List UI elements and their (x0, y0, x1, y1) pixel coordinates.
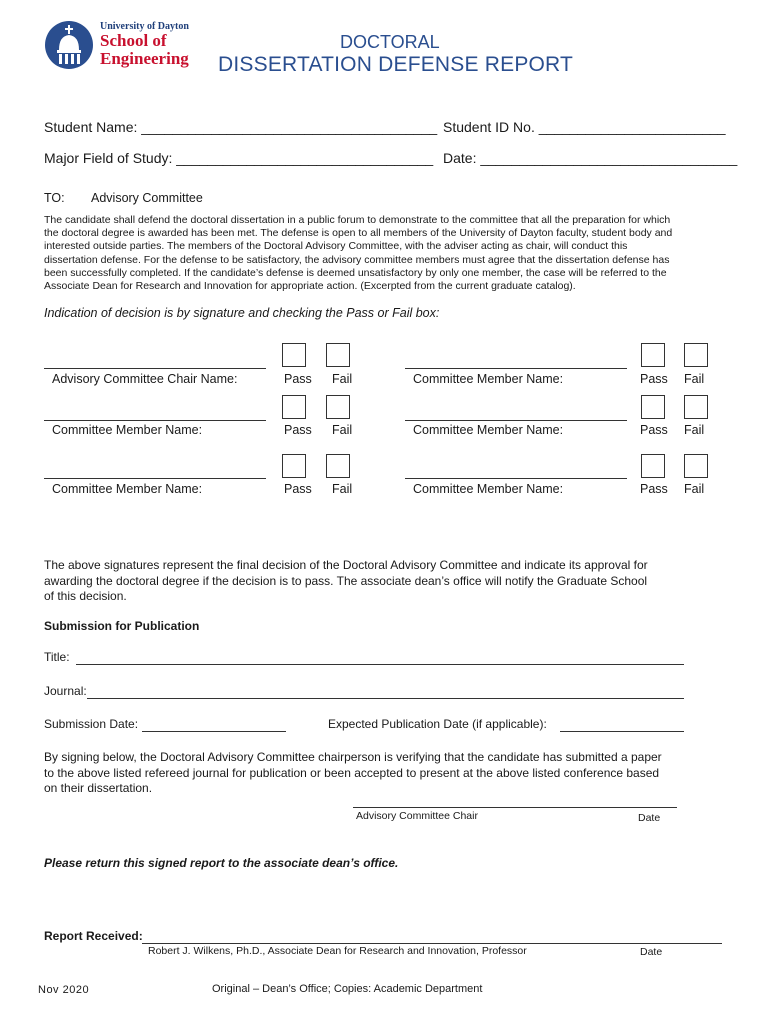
logo-university-text: University of Dayton (100, 21, 189, 32)
submission-heading: Submission for Publication (44, 619, 200, 633)
intro-paragraph (44, 214, 734, 293)
signature-line[interactable] (405, 478, 627, 479)
chair-signature-label: Advisory Committee Chair (356, 810, 478, 822)
title-label: Title: (44, 650, 70, 664)
submission-date-label: Submission Date: (44, 717, 139, 731)
fail-label: Fail (332, 423, 353, 437)
signer-label: Committee Member Name: (413, 482, 564, 496)
signature-line[interactable] (44, 420, 266, 421)
pass-checkbox[interactable] (282, 343, 306, 367)
title-input[interactable] (76, 664, 684, 665)
major-field[interactable]: Major Field of Study: _________________________________ (44, 150, 434, 166)
approval-line: awarding the doctoral degree if the decision is to pass. The associate dean’s office will notify the Graduate School (44, 573, 648, 588)
fail-label: Fail (684, 482, 705, 496)
fail-checkbox[interactable] (684, 343, 708, 367)
signer-label: Advisory Committee Chair Name: (52, 372, 238, 386)
approval-line: of this decision. (44, 589, 127, 603)
pass-checkbox[interactable] (282, 454, 306, 478)
footer-distribution: Original – Dean’s Office; Copies: Academic Department (212, 983, 483, 995)
report-received-date-label: Date (640, 946, 663, 958)
footer-version: Nov 2020 (38, 984, 90, 996)
signature-line[interactable] (44, 368, 266, 369)
expected-date-label: Expected Publication Date (if applicable): (328, 717, 547, 731)
logo-school-text: School of (100, 31, 167, 50)
report-received-label: Report Received: (44, 929, 143, 943)
report-received-signature-line[interactable] (142, 943, 722, 944)
signer-label: Committee Member Name: (413, 423, 564, 437)
indication-text: Indication of decision is by signature and checking the Pass or Fail box: (44, 306, 440, 320)
pass-label: Pass (640, 372, 668, 386)
page-title: DISSERTATION DEFENSE REPORT (218, 53, 574, 76)
chair-date-label: Date (638, 812, 661, 824)
expected-date-input[interactable] (560, 731, 684, 732)
signature-line[interactable] (405, 368, 627, 369)
intro-line: the doctoral degree is awarded has been met. The defense is open to all members of the University of Dayton faculty, student body and (44, 227, 673, 240)
pass-checkbox[interactable] (641, 395, 665, 419)
signer-label: Committee Member Name: (52, 482, 203, 496)
fail-checkbox[interactable] (326, 454, 350, 478)
university-logo (44, 18, 194, 74)
chair-paragraph (44, 750, 734, 797)
fail-checkbox[interactable] (684, 454, 708, 478)
to-value: Advisory Committee (91, 191, 203, 205)
fail-label: Fail (332, 482, 353, 496)
student-name-field[interactable]: Student Name: ______________________________________ (44, 119, 438, 135)
approval-line: The above signatures represent the final decision of the Doctoral Advisory Committee and indicate its approval for (44, 558, 648, 572)
journal-label: Journal: (44, 684, 87, 698)
associate-dean-name: Robert J. Wilkens, Ph.D., Associate Dean for Research and Innovation, Professor (148, 945, 527, 957)
return-note: Please return this signed report to the associate dean’s office. (44, 856, 399, 870)
pass-checkbox[interactable] (641, 343, 665, 367)
journal-input[interactable] (87, 698, 684, 699)
chair-signature-line[interactable] (353, 807, 677, 808)
chapel-dome-icon (44, 20, 94, 70)
pass-label: Pass (640, 423, 668, 437)
pass-checkbox[interactable] (641, 454, 665, 478)
intro-line: The candidate shall defend the doctoral dissertation in a public forum to demonstrate to the committee that all the preparation for which (44, 214, 671, 226)
pass-checkbox[interactable] (282, 395, 306, 419)
date-field[interactable]: Date: _________________________________ (443, 150, 738, 166)
pass-label: Pass (640, 482, 668, 496)
student-id-field[interactable]: Student ID No. ________________________ (443, 119, 726, 135)
fail-label: Fail (684, 423, 705, 437)
signer-label: Committee Member Name: (52, 423, 203, 437)
fail-checkbox[interactable] (326, 395, 350, 419)
fail-label: Fail (332, 372, 353, 386)
signer-label: Committee Member Name: (413, 372, 564, 386)
signature-line[interactable] (405, 420, 627, 421)
logo-engineering-text: Engineering (100, 49, 189, 68)
pass-label: Pass (284, 482, 312, 496)
chair-line: to the above listed refereed journal for publication or been accepted to present at the above listed conference based (44, 765, 660, 780)
chair-line: By signing below, the Doctoral Advisory Committee chairperson is verifying that the candidate has submitted a paper (44, 750, 662, 764)
fail-label: Fail (684, 372, 705, 386)
intro-line: Associate Dean for Research and Innovation for appropriate action. (Excerpted from the current graduate catalog). (44, 280, 576, 293)
pass-label: Pass (284, 423, 312, 437)
chair-line: on their dissertation. (44, 781, 153, 795)
approval-paragraph (44, 558, 734, 605)
title-overline: DOCTORAL (340, 32, 440, 52)
fail-checkbox[interactable] (326, 343, 350, 367)
fail-checkbox[interactable] (684, 395, 708, 419)
to-label: TO: (44, 191, 65, 205)
pass-label: Pass (284, 372, 312, 386)
intro-line: dissertation defense. For the defense to be satisfactory, the advisory committee members must agree that the dissertation defense has (44, 253, 670, 266)
intro-line: interested outside parties. The members of the Doctoral Advisory Committee, with the adviser acting as chair, will conduct this (44, 240, 628, 253)
signature-line[interactable] (44, 478, 266, 479)
intro-line: been successfully completed. If the candidate’s defense is deemed unsatisfactory by only one member, the case will be referred to the (44, 266, 667, 279)
submission-date-input[interactable] (142, 731, 286, 732)
